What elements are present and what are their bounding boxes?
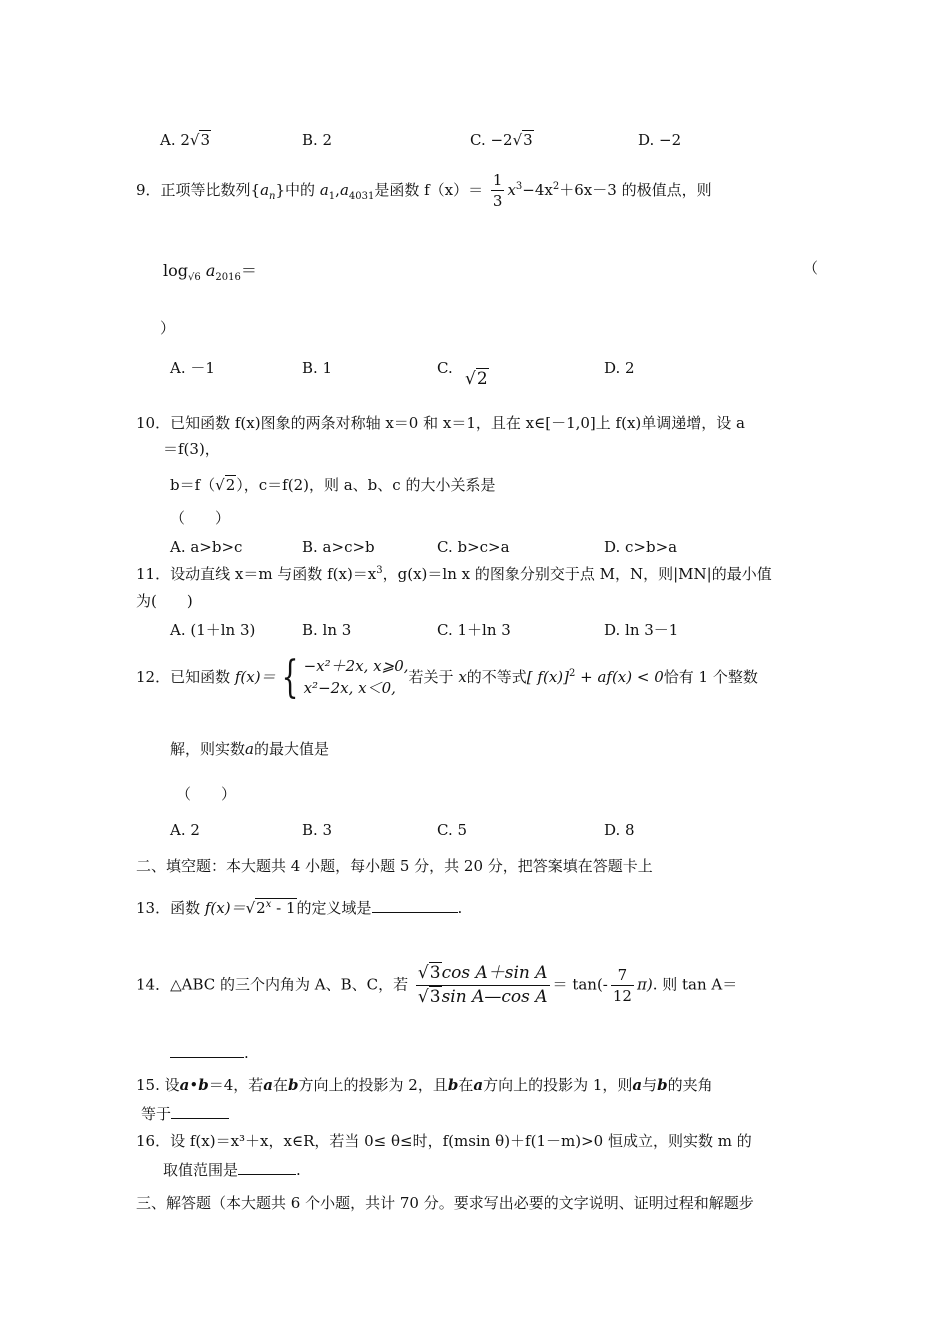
q12-paren: （ ） <box>176 785 237 803</box>
q9-option-b: B. 1 <box>302 359 333 377</box>
q11-option-a: A. (1＋ln 3) <box>170 621 256 639</box>
q9-log-expression: $\log_{√6} a_{2016}=$ <box>163 261 257 284</box>
q12-stem: 12．已知函数 f(x)＝ { −x²＋2x, x⩾0, x²−2x, x＜0, 若关于 x的不等式[ f(x)]$^2$ + af(x) < 0恰有 1 个整数 <box>136 652 758 703</box>
q9-option-a: A. －1 <box>170 359 215 377</box>
q15-answer-blank[interactable] <box>171 1103 229 1119</box>
q15-line1: 15. 设a•b＝4，若a在b方向上的投影为 2，且b在a方向上的投影为 1，则a与b的夹角 <box>136 1076 713 1094</box>
q14-answer-blank[interactable] <box>170 1042 244 1058</box>
q14-answer-line: . <box>170 1042 249 1063</box>
q8-option-a: A. 2√3 <box>160 131 211 149</box>
q9-option-d: D. 2 <box>604 359 635 377</box>
q10-option-c: C. b>c>a <box>437 538 510 556</box>
q9-option-c-radical: √2 <box>465 369 488 389</box>
q10-option-d: D. c>b>a <box>604 538 678 556</box>
q10-option-b: B. a>c>b <box>302 538 375 556</box>
q10-line1: 10．已知函数 f(x)图象的两条对称轴 x＝0 和 x＝1，且在 x∈[－1,0]上 f(x)单调递增，设 a <box>136 414 745 432</box>
q12-line2: 解，则实数a的最大值是 <box>170 740 329 758</box>
q11-line1: 11．设动直线 x＝m 与函数 $f(x)=x^3$，g(x)＝ln x 的图象分别交于点 M，N，则|MN|的最小值 <box>136 565 772 583</box>
q9-stem: 9．正项等比数列$\{a_n\}$中的 $a_1,a_{4031}$是函数 f（x）＝ $\frac{1}{3}$ $x^3-4x^2+6x-3$ 的极值点，则 <box>136 171 712 211</box>
q10-line2: ＝f(3)， <box>163 440 220 458</box>
q10-option-a: A. a>b>c <box>170 538 243 556</box>
q13-answer-blank[interactable] <box>372 897 458 913</box>
q12-option-c: C. 5 <box>437 821 468 839</box>
q12-option-a: A. 2 <box>170 821 200 839</box>
q16-line2: 取值范围是 . <box>163 1161 301 1179</box>
q15-line2: 等于 <box>141 1103 229 1124</box>
q11-option-d: D. ln 3－1 <box>604 621 679 639</box>
q8-option-b: B. 2 <box>302 131 333 149</box>
q12-option-d: D. 8 <box>604 821 635 839</box>
q11-line2: 为( ) <box>136 592 193 610</box>
q9-option-c: C. <box>437 359 453 377</box>
q9-paren-open: （ <box>803 259 819 277</box>
q8-option-d: D. −2 <box>638 131 682 149</box>
q8-option-c: C. −2√3 <box>470 131 533 149</box>
q14-fraction: $\frac{\text{√3cos A＋sin A}}{\text{√3sin A—cos A}}$ <box>417 963 548 1007</box>
q9-paren-close: ） <box>160 319 176 337</box>
q12-option-b: B. 3 <box>302 821 333 839</box>
q12-piecewise: −x²＋2x, x⩾0, x²−2x, x＜0, <box>303 657 409 697</box>
q14-line: 14．△ABC 的三个内角为 A、B、C，若 $\frac{\text{√3cos A＋sin A}}{\text{√3sin A—cos A}}$ ＝ tan(- $\frac{7}{12}$ π). 则 tan A＝ <box>136 963 738 1007</box>
q10-paren: （ ） <box>170 509 231 527</box>
section-3-heading: 三、解答题（本大题共 6 个小题，共计 70 分。要求写出必要的文字说明、证明过程和解题步 <box>136 1194 754 1212</box>
q10-line3: b＝f（√2），c＝f(2)，则 a、b、c 的大小关系是 <box>170 476 496 494</box>
q16-answer-blank[interactable] <box>238 1159 296 1175</box>
q11-option-b: B. ln 3 <box>302 621 352 639</box>
q11-option-c: C. 1＋ln 3 <box>437 621 511 639</box>
section-2-heading: 二、填空题：本大题共 4 小题，每小题 5 分，共 20 分，把答案填在答题卡上 <box>136 857 653 875</box>
q16-line1: 16．设 f(x)＝x³＋x，x∈R，若当 0≤ θ≤时，f(msin θ)＋f(1－m)>0 恒成立，则实数 m 的 <box>136 1132 752 1150</box>
q9-fraction: $\frac{1}{3}$ <box>492 171 503 211</box>
q13-line: 13．函数 $f(x)=√2^x - 1$的定义域是 . <box>136 899 463 917</box>
